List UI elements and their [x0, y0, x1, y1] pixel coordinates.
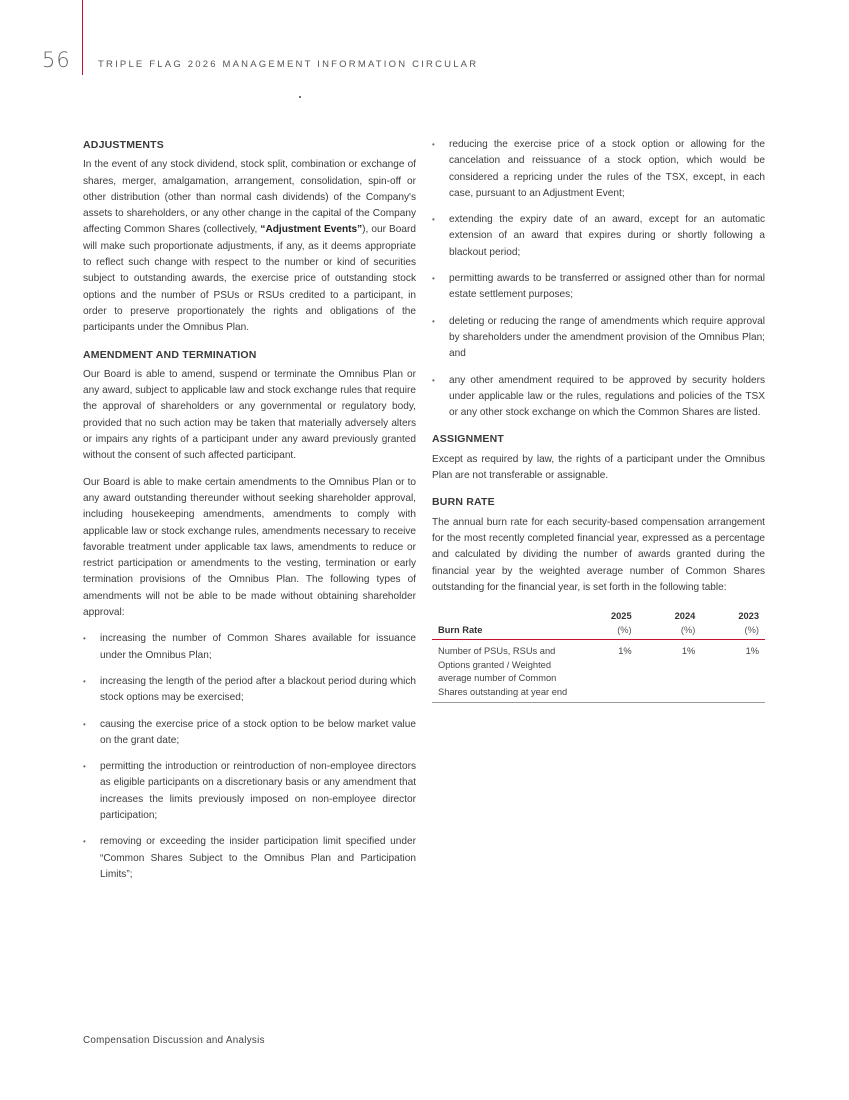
list-item: • deleting or reducing the range of amendments which require approval by shareholders under the amendment provision of the Omnibus Plan; and [432, 314, 765, 363]
table-cell-2024: 1% [681, 646, 696, 657]
column-header-2024 [638, 610, 702, 640]
column-year: 2023 [738, 611, 759, 622]
page-number: 56 [42, 48, 71, 72]
column-year: 2025 [610, 611, 632, 622]
amendment-bullet-list-continued [432, 137, 765, 421]
list-item: • increasing the number of Common Shares available for issuance under the Omnibus Plan; [83, 631, 416, 664]
column-header-2023 [701, 610, 765, 640]
adjustments-heading: ADJUSTMENTS [83, 139, 164, 151]
running-header-title: TRIPLE FLAG 2026 MANAGEMENT INFORMATION CIRCULAR [98, 59, 479, 70]
column-unit: (%) [680, 624, 696, 635]
table-cell-2025: 1% [618, 646, 632, 657]
adjustments-paragraph [83, 157, 416, 336]
amendment-section [83, 347, 416, 884]
left-column [83, 137, 416, 893]
amendment-paragraph-2: Our Board is able to make certain amendments to the Omnibus Plan or to any award outstanding thereunder without seeking shareholder approval, including housekeeping amendments, amendments to comply with applicable law or stock exchange rules, amendments necessary to receive favorable treatment under applicable tax laws, amendments to reduce or restrict participation or amendments to the vesting, termination or early termination provisions of the Omnibus Plan. The following types of amendments will not be able to be made without obtaining shareholder approval: [83, 476, 416, 619]
list-item: • extending the expiry date of an award, except for an automatic extension of an award that expires during or shortly following a blackout period; [432, 212, 765, 261]
list-item: • causing the exercise price of a stock option to be below market value on the grant date; [83, 717, 416, 750]
list-item: • any other amendment required to be approved by security holders under applicable law or the rules, regulations and policies of the TSX or any other stock exchange on which the Common Shares are listed. [432, 373, 765, 422]
header-accent-rule [82, 0, 83, 75]
burn-rate-section [432, 494, 765, 703]
table-row [432, 640, 765, 703]
burn-rate-label-header: Burn Rate [438, 624, 483, 635]
assignment-heading: ASSIGNMENT [432, 433, 505, 446]
decorative-dot [299, 96, 301, 98]
adjustments-text-start: In the event of any stock dividend, stock split, combination or exchange of shares, merger, amalgamation, arrangement, consolidation, spin-off or other distribution (other than normal cash dividends) of the Company's assets to shareholders, or any other change in the capital of the Company affecting Common Shares (collectively, [83, 159, 416, 236]
list-item: • reducing the exercise price of a stock option or allowing for the cancelation and reissuance of a stock option, which would be considered a repricing under the rules of the TSX, except, in each case, pursuant to an Adjustment Event; [432, 137, 765, 202]
column-unit: (%) [744, 624, 759, 635]
list-item: • permitting awards to be transferred or assigned other than for normal estate settlement purposes; [432, 271, 765, 304]
adjustments-section [83, 137, 416, 337]
assignment-paragraph: Except as required by law, the rights of a participant under the Omnibus Plan are not transferable or assignable. [432, 453, 765, 482]
column-header-2025 [574, 610, 638, 640]
table-header-row [432, 610, 765, 640]
column-year: 2024 [674, 611, 696, 622]
column-unit: (%) [617, 624, 632, 635]
right-column [432, 137, 765, 703]
table-row-label: Number of PSUs, RSUs and Options granted / Weighted average number of Common Shares outstanding at year end [438, 646, 568, 697]
table-cell-2023: 1% [745, 646, 759, 657]
burn-rate-heading: BURN RATE [432, 496, 495, 509]
list-item: • permitting the introduction or reintroduction of non-employee directors as eligible participants on a discretionary basis or any amendment that increases the limits previously imposed on non-employee director participation; [83, 759, 416, 824]
amendment-bullet-list [83, 631, 416, 883]
burn-rate-paragraph: The annual burn rate for each security-based compensation arrangement for the most recently completed financial year, expressed as a percentage and calculated by dividing the number of awards granted during the financial year by the weighted average number of Common Shares outstanding for the financial year, is set forth in the following table: [432, 516, 765, 593]
footer-section-label: Compensation Discussion and Analysis [83, 1035, 265, 1046]
assignment-section [432, 431, 765, 484]
adjustments-text-end: ), our Board will make such proportionate adjustments, if any, as it deems appropriate to reflect such change with respect to the number or kind of securities subject to outstanding awards, the exercise price of outstanding stock options and the number of PSUs or RSUs credited to a participant, in order to preserve proportionately the rights and obligations of the participants under the Omnibus Plan. [83, 224, 416, 334]
amendment-paragraph-1: Our Board is able to amend, suspend or terminate the Omnibus Plan or any award, subject to applicable law and stock exchange rules that require the approval of shareholders or any governmental or regulatory body, provided that no such action may be taken that materially adversely alters or impairs any rights of a participant under any award previously granted without the consent of such affected participant. [83, 368, 416, 462]
list-item: • removing or exceeding the insider participation limit specified under “Common Shares Subject to the Omnibus Plan and Participation Limits”; [83, 834, 416, 883]
burn-rate-table [432, 610, 765, 703]
list-item: • increasing the length of the period after a blackout period during which stock options may be exercised; [83, 674, 416, 707]
amendment-heading: AMENDMENT AND TERMINATION [83, 348, 257, 361]
adjustment-events-term: “Adjustment Events” [260, 224, 363, 236]
